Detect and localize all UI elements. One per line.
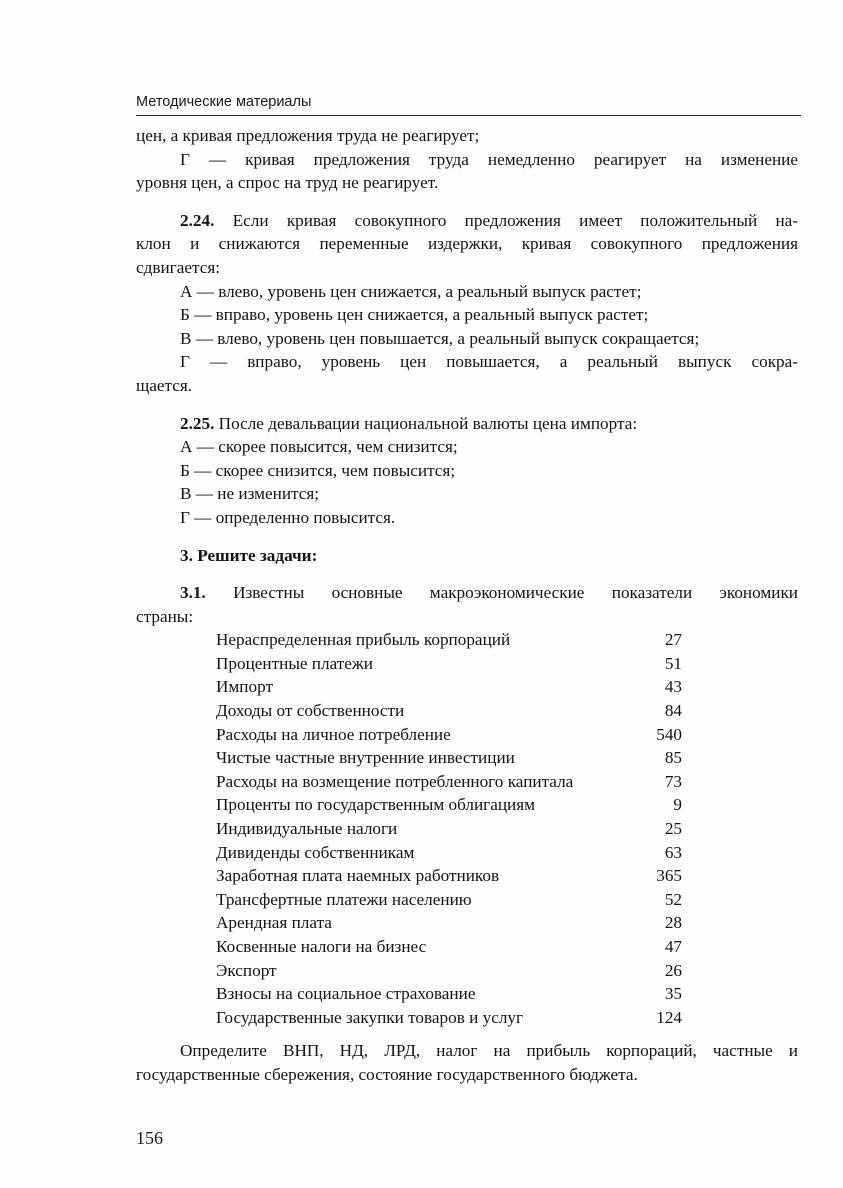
question-2-24-option-g-line1: Г — вправо, уровень цен повышается, а реальный выпуск сокра- xyxy=(180,352,798,372)
indicator-label: Трансфертные платежи населению xyxy=(216,889,472,909)
indicator-label: Расходы на возмещение потребленного капитала xyxy=(216,771,574,791)
table-row xyxy=(216,935,682,959)
indicator-value: 28 xyxy=(664,913,682,933)
section-3-title: 3. Решите задачи: xyxy=(180,545,318,565)
table-row xyxy=(216,982,682,1006)
question-2-24-number: 2.24. xyxy=(180,210,215,230)
indicator-value: 9 xyxy=(673,795,682,815)
question-2-24-text: Если кривая совокупного предложения имеет положительный на- xyxy=(214,210,798,230)
table-row xyxy=(216,723,682,747)
question-2-25-text: После девальвации национальной валюты цена импорта: xyxy=(214,413,638,433)
indicator-label: Проценты по государственным облигациям xyxy=(216,795,536,815)
indicator-value: 540 xyxy=(656,724,682,744)
indicator-label: Чистые частные внутренние инвестиции xyxy=(216,748,515,768)
question-2-25-line1 xyxy=(136,412,798,436)
indicator-label: Дивиденды собственникам xyxy=(216,842,415,862)
indicator-value: 52 xyxy=(664,889,682,909)
indicator-value: 43 xyxy=(664,677,682,697)
task-3-1-conclusion-line1: Определите ВНП, НД, ЛРД, налог на прибыль корпораций, частные и xyxy=(180,1041,798,1061)
table-row xyxy=(216,959,682,983)
table-row xyxy=(216,911,682,935)
indicators-table xyxy=(216,628,682,1029)
indicator-value: 124 xyxy=(656,1007,682,1027)
table-row xyxy=(216,817,682,841)
question-2-24-option-v: В — влево, уровень цен повышается, а реальный выпуск сокращается; xyxy=(180,328,700,348)
question-2-25-option-g: Г — определенно повысится. xyxy=(180,507,396,527)
indicator-label: Расходы на личное потребление xyxy=(216,724,451,744)
indicator-label: Государственные закупки товаров и услуг xyxy=(216,1007,524,1027)
table-row xyxy=(216,628,682,652)
task-3-1-conclusion-line2: государственные сбережения, состояние государственного бюджета. xyxy=(136,1064,638,1084)
question-2-24-line3: сдвигается: xyxy=(136,257,221,277)
indicator-value: 84 xyxy=(664,701,682,721)
table-row xyxy=(216,746,682,770)
indicator-value: 85 xyxy=(664,748,682,768)
indicator-label: Заработная плата наемных работников xyxy=(216,866,500,886)
table-row xyxy=(216,864,682,888)
question-2-25-option-b: Б — скорее снизится, чем повысится; xyxy=(180,460,456,480)
task-3-1-line1 xyxy=(136,581,798,605)
question-2-24-line2: клон и снижаются переменные издержки, кривая совокупного предложения xyxy=(136,234,798,254)
indicator-label: Индивидуальные налоги xyxy=(216,819,398,839)
question-2-24-option-a: А — влево, уровень цен снижается, а реальный выпуск растет; xyxy=(180,281,642,301)
table-row xyxy=(216,888,682,912)
indicator-value: 73 xyxy=(664,771,682,791)
option-g-line1: Г — кривая предложения труда немедленно реагирует на изменение xyxy=(180,149,798,169)
indicator-label: Экспорт xyxy=(216,960,277,980)
indicator-label: Нераспределенная прибыль корпораций xyxy=(216,630,511,650)
indicator-value: 25 xyxy=(664,819,682,839)
indicator-value: 51 xyxy=(664,653,682,673)
indicator-value: 63 xyxy=(664,842,682,862)
running-header: Методические материалы xyxy=(136,94,312,110)
question-2-24-option-g-line2: щается. xyxy=(136,375,193,395)
task-3-1-line2: страны: xyxy=(136,606,194,626)
table-row xyxy=(216,699,682,723)
question-2-24-line1 xyxy=(136,209,798,233)
continued-line: цен, а кривая предложения труда не реагирует; xyxy=(136,126,480,145)
table-row xyxy=(216,675,682,699)
indicator-value: 27 xyxy=(664,630,682,650)
indicator-label: Импорт xyxy=(216,677,273,697)
table-row xyxy=(216,841,682,865)
question-2-25-option-v: В — не изменится; xyxy=(180,484,320,504)
indicator-label: Взносы на социальное страхование xyxy=(216,984,476,1004)
page-number: 156 xyxy=(136,1128,163,1148)
indicator-value: 35 xyxy=(664,984,682,1004)
option-g-line2: уровня цен, а спрос на труд не реагирует. xyxy=(136,173,439,193)
table-row xyxy=(216,770,682,794)
table-row xyxy=(216,793,682,817)
task-3-1-number: 3.1. xyxy=(180,583,206,603)
question-2-25-option-a: А — скорее повысится, чем снизится; xyxy=(180,437,458,457)
question-2-24-option-b: Б — вправо, уровень цен снижается, а реальный выпуск растет; xyxy=(180,305,649,325)
question-2-25-number: 2.25. xyxy=(180,413,215,433)
indicator-label: Арендная плата xyxy=(216,913,332,933)
indicator-value: 365 xyxy=(656,866,682,886)
indicator-label: Косвенные налоги на бизнес xyxy=(216,937,427,956)
indicator-value: 26 xyxy=(664,960,682,980)
table-row xyxy=(216,1006,682,1030)
indicator-value: 47 xyxy=(664,937,682,956)
indicator-label: Процентные платежи xyxy=(216,653,373,673)
indicator-label: Доходы от собственности xyxy=(216,701,405,721)
page-content xyxy=(136,124,798,1087)
header-rule xyxy=(136,115,801,116)
task-3-1-text: Известны основные макроэкономические показатели экономики xyxy=(205,583,798,603)
table-row xyxy=(216,652,682,676)
